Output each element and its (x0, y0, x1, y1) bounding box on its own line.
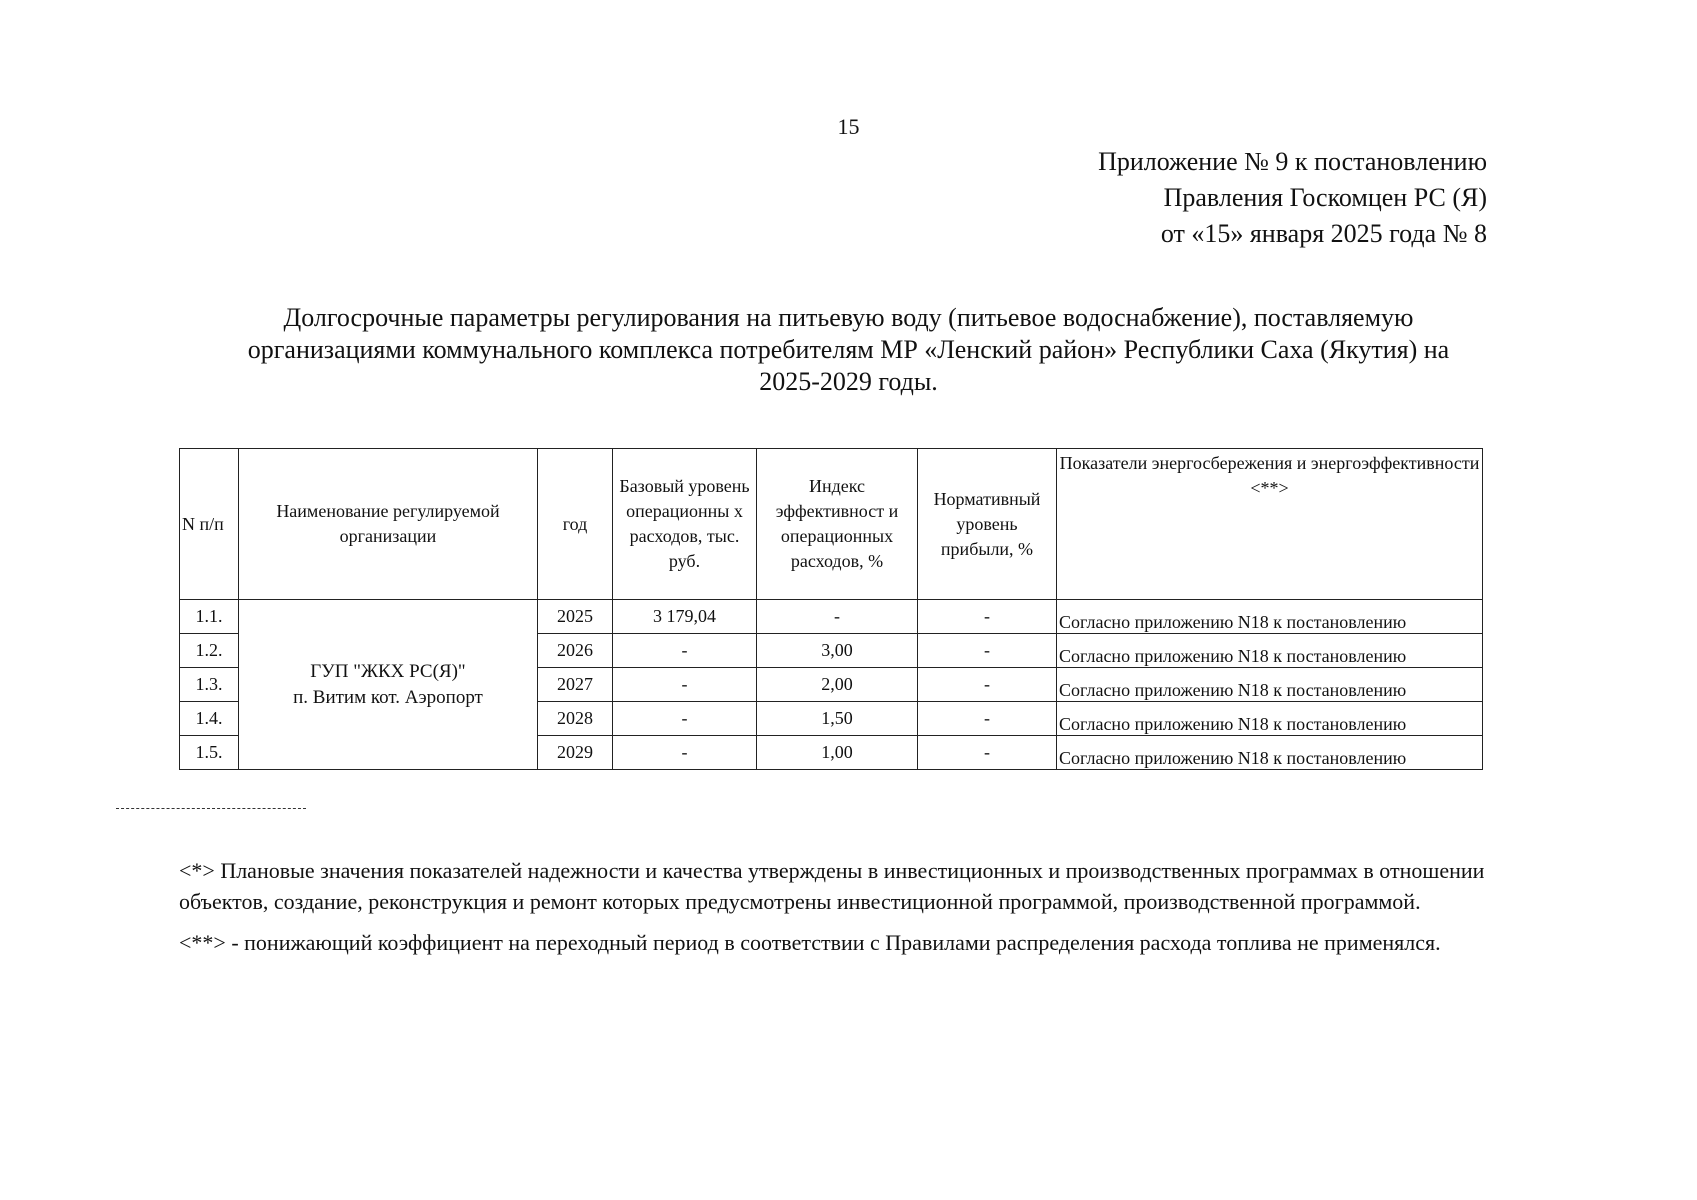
cell-energy-indicators: Согласно приложению N18 к постановлению (1057, 668, 1483, 702)
footnote-2: <**> - понижающий коэффициент на переходный период в соответствии с Правилами распределения расхода топлива не применялся. (179, 930, 1441, 955)
cell-normative-profit: - (918, 702, 1057, 736)
cell-efficiency-index: 2,00 (757, 668, 918, 702)
document-title (160, 302, 1537, 398)
title-line-3: 2025-2029 годы. (759, 367, 938, 396)
header-efficiency-index: Индекс эффективност и операционных расходов, % (757, 449, 918, 600)
title-line-1: Долгосрочные параметры регулирования на питьевую воду (питьевое водоснабжение), поставляемую (283, 303, 1414, 332)
cell-normative-profit: - (918, 668, 1057, 702)
cell-normative-profit: - (918, 736, 1057, 770)
footnote-1: <*> Плановые значения показателей надежности и качества утверждены в инвестиционных и производственных программах в отношении объектов, создание, реконструкция и ремонт которых предусмотрены инвестиционной программой, производственной программой. (179, 858, 1485, 914)
cell-energy-indicators: Согласно приложению N18 к постановлению (1057, 736, 1483, 770)
header-year: год (538, 449, 613, 600)
cell-efficiency-index: 1,50 (757, 702, 918, 736)
cell-base-opex: - (613, 634, 757, 668)
cell-base-opex: - (613, 668, 757, 702)
appendix-line-3: от «15» января 2025 года № 8 (1160, 219, 1487, 248)
cell-energy-indicators: Согласно приложению N18 к постановлению (1057, 634, 1483, 668)
header-energy-indicators: Показатели энергосбережения и энергоэффективности <**> (1057, 449, 1483, 600)
cell-org-name (239, 600, 538, 770)
cell-normative-profit: - (918, 600, 1057, 634)
cell-num: 1.4. (180, 702, 239, 736)
cell-energy-indicators: Согласно приложению N18 к постановлению (1057, 702, 1483, 736)
title-line-2: организациями коммунального комплекса потребителям МР «Ленский район» Республики Саха (Якутия) на (247, 335, 1450, 364)
page-number: 15 (837, 114, 860, 139)
cell-num: 1.5. (180, 736, 239, 770)
cell-num: 1.3. (180, 668, 239, 702)
cell-energy-indicators: Согласно приложению N18 к постановлению (1057, 600, 1483, 634)
cell-num: 1.2. (180, 634, 239, 668)
cell-num: 1.1. (180, 600, 239, 634)
footnotes (179, 855, 1509, 968)
cell-year: 2029 (538, 736, 613, 770)
org-name-line-2: п. Витим кот. Аэропорт (293, 686, 483, 708)
header-normative-profit: Нормативный уровень прибыли, % (918, 449, 1057, 600)
header-num: N п/п (180, 449, 239, 600)
cell-year: 2027 (538, 668, 613, 702)
table-row (180, 600, 1483, 634)
parameters-table (179, 448, 1483, 770)
cell-year: 2026 (538, 634, 613, 668)
cell-base-opex: - (613, 702, 757, 736)
cell-efficiency-index: 3,00 (757, 634, 918, 668)
footnote-separator (116, 808, 306, 809)
header-org: Наименование регулируемой организации (239, 449, 538, 600)
appendix-header (1098, 144, 1487, 252)
cell-normative-profit: - (918, 634, 1057, 668)
appendix-line-2: Правления Госкомцен РС (Я) (1163, 183, 1487, 212)
cell-base-opex: - (613, 736, 757, 770)
cell-efficiency-index: 1,00 (757, 736, 918, 770)
cell-efficiency-index: - (757, 600, 918, 634)
cell-year: 2028 (538, 702, 613, 736)
header-base-opex: Базовый уровень операционны х расходов, тыс. руб. (613, 449, 757, 600)
appendix-line-1: Приложение № 9 к постановлению (1098, 147, 1487, 176)
org-name-line-1: ГУП "ЖКХ РС(Я)" (310, 660, 466, 682)
cell-year: 2025 (538, 600, 613, 634)
table-header-row (180, 449, 1483, 600)
cell-base-opex: 3 179,04 (613, 600, 757, 634)
